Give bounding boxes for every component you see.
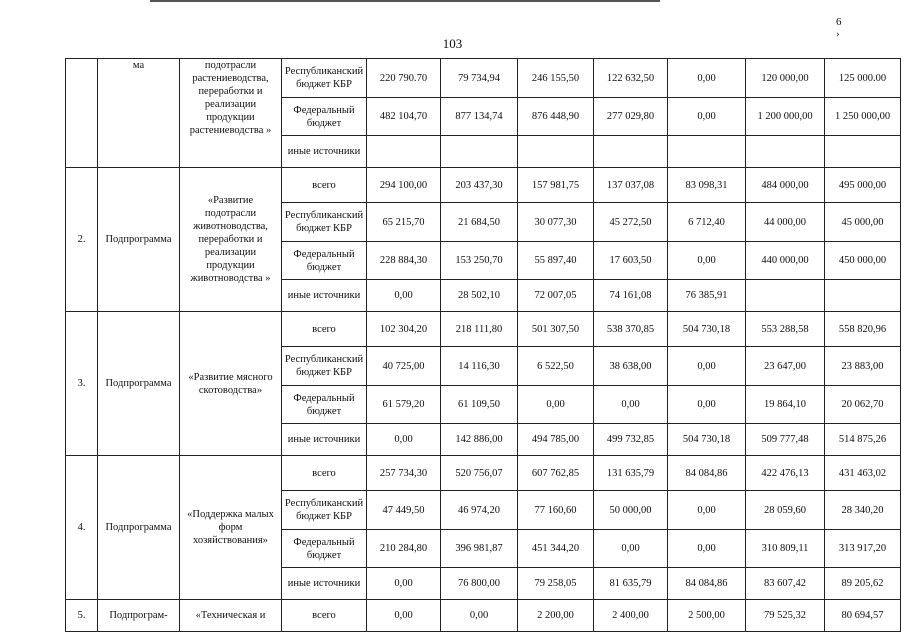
amount-cell: 509 777,48	[746, 424, 825, 456]
funding-source: всего	[282, 312, 367, 347]
funding-source: всего	[282, 600, 367, 632]
amount-cell: 0,00	[668, 347, 746, 386]
amount-cell: 210 284,80	[367, 530, 441, 568]
funding-source: иные источники	[282, 280, 367, 312]
program-name: «Развитие подотрасли животноводства, переработки и реализации продукции животноводства »	[180, 168, 282, 312]
amount-cell	[518, 136, 594, 168]
amount-cell: 553 288,58	[746, 312, 825, 347]
amount-cell: 122 632,50	[594, 59, 668, 98]
amount-cell: 431 463,02	[825, 456, 901, 491]
amount-cell: 21 684,50	[441, 203, 518, 242]
funding-source: Республиканский бюджет КБР	[282, 347, 367, 386]
amount-cell: 79 525,32	[746, 600, 825, 632]
amount-cell: 28 502,10	[441, 280, 518, 312]
amount-cell: 6 712,40	[668, 203, 746, 242]
amount-cell	[746, 136, 825, 168]
table-row	[66, 168, 901, 203]
amount-cell: 23 883,00	[825, 347, 901, 386]
row-index: 5.	[66, 600, 98, 632]
amount-cell: 76 385,91	[668, 280, 746, 312]
amount-cell: 142 886,00	[441, 424, 518, 456]
amount-cell: 257 734,30	[367, 456, 441, 491]
amount-cell: 79 258,05	[518, 568, 594, 600]
amount-cell: 499 732,85	[594, 424, 668, 456]
amount-cell: 45 000,00	[825, 203, 901, 242]
funding-source: всего	[282, 168, 367, 203]
amount-cell: 46 974,20	[441, 491, 518, 530]
amount-cell: 55 897,40	[518, 242, 594, 280]
funding-source: всего	[282, 456, 367, 491]
amount-cell: 607 762,85	[518, 456, 594, 491]
amount-cell: 558 820,96	[825, 312, 901, 347]
amount-cell: 520 756,07	[441, 456, 518, 491]
amount-cell: 246 155,50	[518, 59, 594, 98]
amount-cell: 294 100,00	[367, 168, 441, 203]
amount-cell: 0,00	[668, 386, 746, 424]
amount-cell: 0,00	[668, 530, 746, 568]
amount-cell: 2 400,00	[594, 600, 668, 632]
amount-cell: 79 734,94	[441, 59, 518, 98]
row-index	[66, 59, 98, 168]
amount-cell	[746, 280, 825, 312]
funding-source: Федеральный бюджет	[282, 98, 367, 136]
amount-cell: 120 000,00	[746, 59, 825, 98]
amount-cell: 313 917,20	[825, 530, 901, 568]
funding-source: иные источники	[282, 424, 367, 456]
amount-cell: 84 084,86	[668, 568, 746, 600]
amount-cell	[367, 136, 441, 168]
amount-cell: 876 448,90	[518, 98, 594, 136]
amount-cell: 44 000,00	[746, 203, 825, 242]
amount-cell: 89 205,62	[825, 568, 901, 600]
program-type: Подпрограмма	[98, 456, 180, 600]
amount-cell	[594, 136, 668, 168]
amount-cell: 220 790.70	[367, 59, 441, 98]
amount-cell: 83 607,42	[746, 568, 825, 600]
amount-cell: 310 809,11	[746, 530, 825, 568]
amount-cell: 81 635,79	[594, 568, 668, 600]
amount-cell	[441, 136, 518, 168]
table-row	[66, 312, 901, 347]
amount-cell: 28 059,60	[746, 491, 825, 530]
amount-cell: 102 304,20	[367, 312, 441, 347]
amount-cell: 396 981,87	[441, 530, 518, 568]
funding-source: Республиканский бюджет КБР	[282, 59, 367, 98]
table-row	[66, 600, 901, 632]
page-number: 103	[442, 36, 463, 51]
amount-cell: 0,00	[594, 530, 668, 568]
amount-cell: 50 000,00	[594, 491, 668, 530]
amount-cell: 131 635,79	[594, 456, 668, 491]
funding-source: Республиканский бюджет КБР	[282, 491, 367, 530]
amount-cell: 14 116,30	[441, 347, 518, 386]
amount-cell: 74 161,08	[594, 280, 668, 312]
amount-cell: 482 104,70	[367, 98, 441, 136]
amount-cell: 38 638,00	[594, 347, 668, 386]
amount-cell: 277 029,80	[594, 98, 668, 136]
amount-cell: 877 134,74	[441, 98, 518, 136]
amount-cell: 0,00	[367, 600, 441, 632]
amount-cell: 504 730,18	[668, 424, 746, 456]
amount-cell: 228 884,30	[367, 242, 441, 280]
funding-source: Республиканский бюджет КБР	[282, 203, 367, 242]
amount-cell: 0,00	[367, 424, 441, 456]
row-index: 3.	[66, 312, 98, 456]
program-type: Подпрограмма	[98, 168, 180, 312]
amount-cell: 0,00	[367, 280, 441, 312]
amount-cell: 538 370,85	[594, 312, 668, 347]
corner-mark: 6 ›	[836, 16, 872, 40]
funding-source: Федеральный бюджет	[282, 530, 367, 568]
amount-cell: 440 000,00	[746, 242, 825, 280]
amount-cell: 65 215,70	[367, 203, 441, 242]
amount-cell: 0,00	[668, 59, 746, 98]
funding-source: Федеральный бюджет	[282, 242, 367, 280]
table-body	[66, 59, 901, 632]
amount-cell: 0,00	[668, 98, 746, 136]
amount-cell: 125 000.00	[825, 59, 901, 98]
amount-cell	[668, 136, 746, 168]
amount-cell	[825, 280, 901, 312]
table-row	[66, 456, 901, 491]
amount-cell: 45 272,50	[594, 203, 668, 242]
amount-cell: 0,00	[518, 386, 594, 424]
table-row	[66, 59, 901, 98]
program-type: ма	[98, 59, 180, 168]
amount-cell: 2 500,00	[668, 600, 746, 632]
amount-cell: 451 344,20	[518, 530, 594, 568]
program-name: подотрасли растениеводства, переработки и реализации продукции растениеводства »	[180, 59, 282, 168]
amount-cell: 0,00	[668, 491, 746, 530]
amount-cell	[825, 136, 901, 168]
amount-cell: 514 875,26	[825, 424, 901, 456]
amount-cell: 61 109,50	[441, 386, 518, 424]
program-name: «Развитие мясного скотоводства»	[180, 312, 282, 456]
funding-source: иные источники	[282, 136, 367, 168]
program-name: «Поддержка малых форм хозяйствования»	[180, 456, 282, 600]
program-name: «Техническая и	[180, 600, 282, 632]
amount-cell: 80 694,57	[825, 600, 901, 632]
amount-cell: 157 981,75	[518, 168, 594, 203]
amount-cell: 6 522,50	[518, 347, 594, 386]
funding-source: иные источники	[282, 568, 367, 600]
amount-cell: 20 062,70	[825, 386, 901, 424]
amount-cell: 76 800,00	[441, 568, 518, 600]
amount-cell: 23 647,00	[746, 347, 825, 386]
amount-cell: 19 864,10	[746, 386, 825, 424]
amount-cell: 83 098,31	[668, 168, 746, 203]
amount-cell: 203 437,30	[441, 168, 518, 203]
amount-cell: 72 007,05	[518, 280, 594, 312]
amount-cell: 28 340,20	[825, 491, 901, 530]
amount-cell: 1 250 000,00	[825, 98, 901, 136]
amount-cell: 40 725,00	[367, 347, 441, 386]
top-border-line	[150, 0, 660, 5]
budget-table	[65, 58, 901, 632]
amount-cell: 504 730,18	[668, 312, 746, 347]
amount-cell: 0,00	[594, 386, 668, 424]
funding-source: Федеральный бюджет	[282, 386, 367, 424]
row-index: 4.	[66, 456, 98, 600]
row-index: 2.	[66, 168, 98, 312]
program-type: Подпрограм-	[98, 600, 180, 632]
amount-cell: 450 000,00	[825, 242, 901, 280]
amount-cell: 484 000,00	[746, 168, 825, 203]
amount-cell: 495 000,00	[825, 168, 901, 203]
amount-cell: 218 111,80	[441, 312, 518, 347]
amount-cell: 0,00	[367, 568, 441, 600]
amount-cell: 501 307,50	[518, 312, 594, 347]
amount-cell: 422 476,13	[746, 456, 825, 491]
amount-cell: 137 037,08	[594, 168, 668, 203]
amount-cell: 153 250,70	[441, 242, 518, 280]
amount-cell: 77 160,60	[518, 491, 594, 530]
amount-cell: 47 449,50	[367, 491, 441, 530]
program-type: Подпрограмма	[98, 312, 180, 456]
amount-cell: 0,00	[441, 600, 518, 632]
amount-cell: 17 603,50	[594, 242, 668, 280]
amount-cell: 2 200,00	[518, 600, 594, 632]
amount-cell: 494 785,00	[518, 424, 594, 456]
amount-cell: 0,00	[668, 242, 746, 280]
amount-cell: 1 200 000,00	[746, 98, 825, 136]
amount-cell: 30 077,30	[518, 203, 594, 242]
amount-cell: 61 579,20	[367, 386, 441, 424]
amount-cell: 84 084,86	[668, 456, 746, 491]
